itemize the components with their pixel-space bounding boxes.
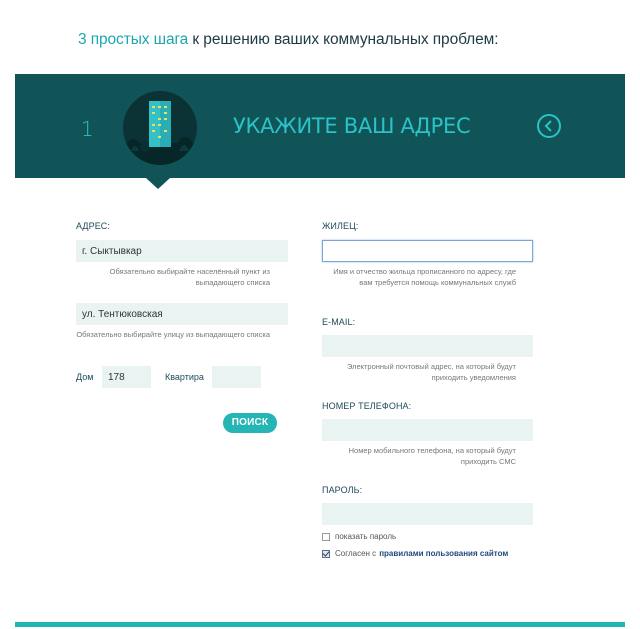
building-icon: [123, 91, 197, 165]
resident-label: ЖИЛЕЦ:: [322, 221, 359, 231]
house-input[interactable]: [102, 366, 151, 388]
phone-input[interactable]: [322, 419, 533, 441]
bottom-bar: [15, 622, 625, 627]
step-number: 1: [81, 117, 94, 141]
password-input[interactable]: [322, 503, 533, 525]
phone-hint: Номер мобильного телефона, на который будут приходить СМС: [348, 446, 516, 466]
chevron-left-circle-icon[interactable]: [537, 114, 561, 138]
search-button[interactable]: ПОИСК: [223, 413, 277, 433]
phone-label: НОМЕР ТЕЛЕФОНА:: [322, 401, 412, 411]
address-label: АДРЕС:: [76, 221, 111, 231]
heading-rest: к решению ваших коммунальных проблем:: [192, 31, 499, 48]
street-hint: Обязательно выбирайте улицу из выпадающего списка: [76, 330, 270, 339]
password-label: ПАРОЛЬ:: [322, 485, 363, 495]
apartment-input[interactable]: [212, 366, 261, 388]
show-password-label: показать пароль: [335, 532, 397, 541]
show-password-checkbox[interactable]: [322, 533, 330, 541]
show-password-row[interactable]: [322, 532, 396, 541]
city-hint: Обязательно выбирайте населённый пункт из выпадающего списка: [109, 267, 270, 287]
email-input[interactable]: [322, 335, 533, 357]
email-label: E-MAIL:: [322, 317, 356, 327]
agree-checkbox[interactable]: [322, 550, 330, 558]
page-heading: [78, 31, 498, 49]
email-hint: Электронный почтовый адрес, на который будут приходить уведомления: [346, 362, 516, 382]
apartment-label: Квартира: [165, 372, 204, 382]
step-title: УКАЖИТЕ ВАШ АДРЕС: [233, 114, 471, 138]
step-banner: [15, 74, 625, 178]
terms-link[interactable]: правилами пользования сайтом: [379, 549, 509, 558]
street-input[interactable]: [76, 303, 288, 325]
resident-input[interactable]: [322, 240, 533, 262]
agree-prefix: Согласен с: [335, 549, 377, 558]
city-input[interactable]: [76, 240, 288, 262]
house-label: Дом: [76, 372, 94, 382]
heading-accent: 3 простых шага: [78, 31, 189, 48]
agree-row[interactable]: [322, 549, 508, 558]
banner-pointer: [146, 178, 170, 189]
resident-hint: Имя и отчество жильца прописанного по адресу, где вам требуется помощь коммунальных служб: [333, 267, 516, 287]
